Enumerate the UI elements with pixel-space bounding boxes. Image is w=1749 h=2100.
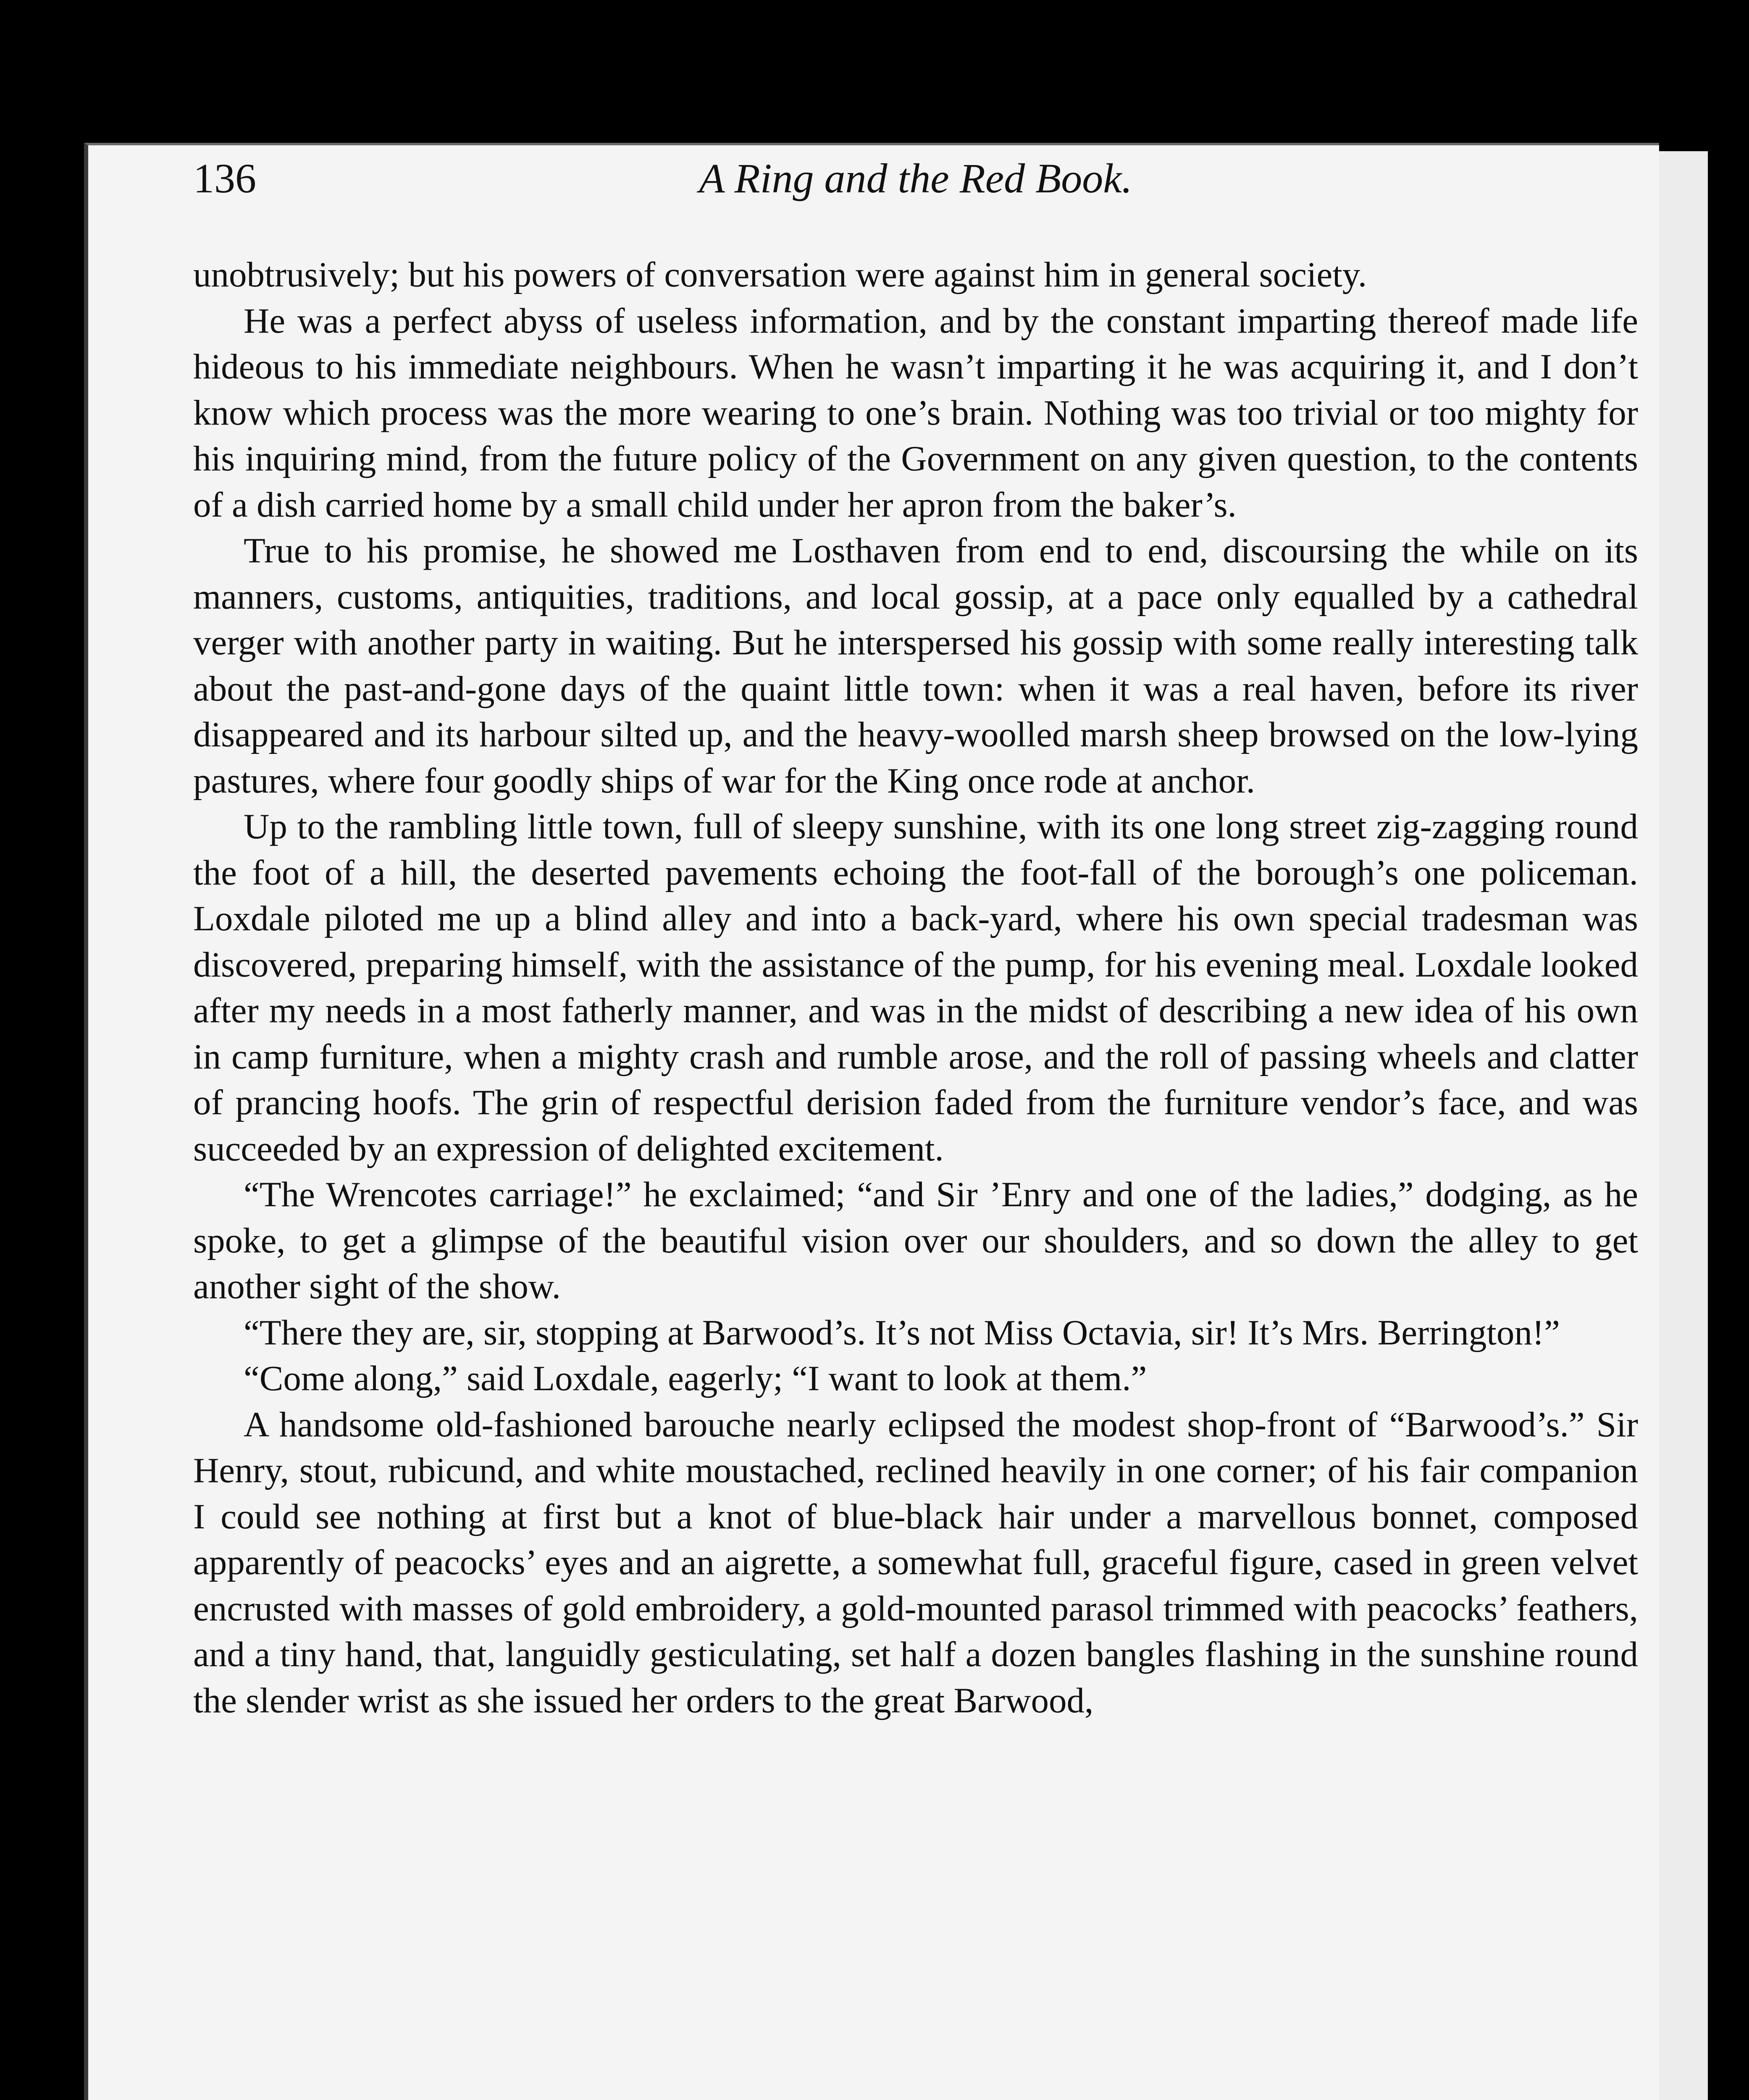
page-header — [193, 143, 1638, 214]
page-content — [193, 143, 1638, 1724]
paragraph: unobtrusively; but his powers of conversation were against him in general society. — [193, 255, 1367, 294]
paragraph: “There they are, sir, stopping at Barwood’s. It’s not Miss Octavia, sir! It’s Mrs. Berrington!” — [244, 1312, 1560, 1352]
body-text — [193, 252, 1638, 1724]
paragraph: “The Wrencotes carriage!” he exclaimed; “and Sir ’Enry and one of the ladies,” dodging, as he spoke, to get a glimpse of the beautiful vision over our shoulders, and so down the alley to get another sight of the show. — [193, 1175, 1638, 1306]
paragraph: “Come along,” said Loxdale, eagerly; “I want to look at them.” — [244, 1359, 1147, 1398]
facing-page-edge — [1655, 151, 1708, 2100]
running-head: A Ring and the Red Book. — [699, 155, 1132, 202]
paragraph: True to his promise, he showed me Losthaven from end to end, discoursing the while on its manners, customs, antiquities, traditions, and local gossip, at a pace only equalled by a cathedral verger with another party in waiting. But he interspersed his gossip with some really interesting talk about the past-and-gone days of the quaint little town: when it was a real haven, before its river disappeared and its harbour silted up, and the heavy-woolled marsh sheep browsed on the low-lying pastures, where four goodly ships of war for the King once rode at anchor. — [193, 531, 1638, 801]
page-number: 136 — [193, 155, 256, 202]
paragraph: He was a perfect abyss of useless information, and by the constant imparting thereof made life hideous to his immediate neighbours. When he wasn’t imparting it he was acquiring it, and I don’t know which process was the more wearing to one’s brain. Nothing was too trivial or too mighty for his inquiring mind, from the future policy of the Government on any given question, to the contents of a dish carried home by a small child under her apron from the baker’s. — [193, 301, 1638, 525]
paragraph: Up to the rambling little town, full of sleepy sunshine, with its one long street zig-zagging round the foot of a hill, the deserted pavements echoing the foot-fall of the borough’s one policeman. Loxdale piloted me up a blind alley and into a back-yard, where his own special tradesman was discovered, preparing himself, with the assistance of the pump, for his evening meal. Loxdale looked after my needs in a most fatherly manner, and was in the midst of describing a new idea of his own in camp furniture, when a mighty crash and rumble arose, and the roll of passing wheels and clatter of prancing hoofs. The grin of respectful derision faded from the furniture vendor’s face, and was succeeded by an expression of delighted excitement. — [193, 807, 1638, 1168]
paragraph: A handsome old-fashioned barouche nearly eclipsed the modest shop-front of “Barwood’s.” Sir Henry, stout, rubicund, and white moustached, reclined heavily in one corner; of his fair companion I could see nothing at first but a knot of blue-black hair under a marvellous bonnet, composed apparently of peacocks’ eyes and an aigrette, a somewhat full, graceful figure, cased in green velvet encrusted with masses of gold embroidery, a gold-mounted parasol trimmed with peacocks’ feathers, and a tiny hand, that, languidly gesticulating, set half a dozen bangles flashing in the sunshine round the slender wrist as she issued her orders to the great Barwood, — [193, 1404, 1638, 1720]
